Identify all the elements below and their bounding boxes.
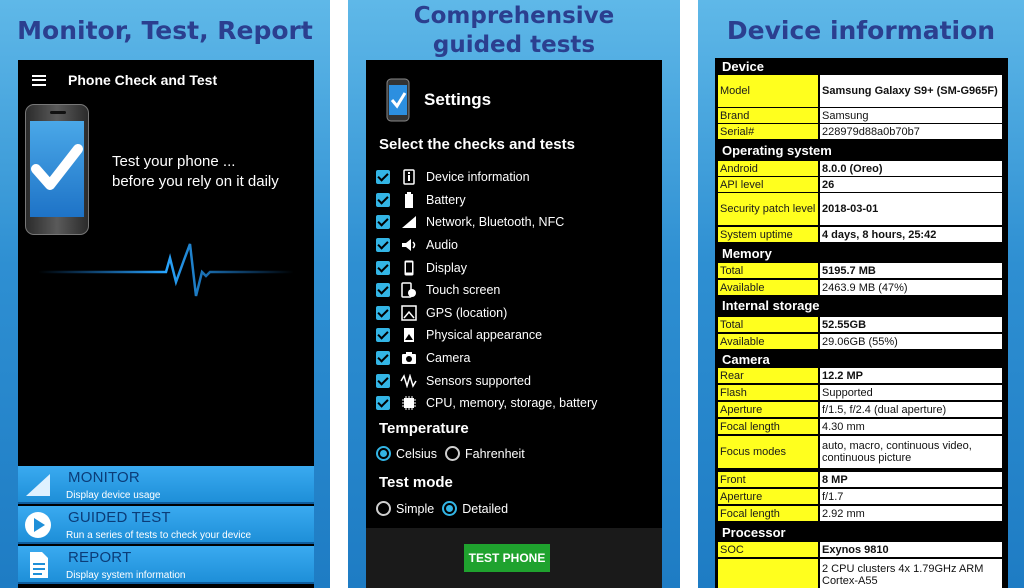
report-subtitle: Display system information [66,570,186,581]
info-row-flash [718,385,1002,400]
check-label: GPS (location) [426,305,508,320]
simple-radio[interactable] [376,501,391,516]
phone-check-icon [386,78,410,122]
panel-caption [348,2,680,60]
row-label: API level [718,177,818,192]
row-label: Front [718,472,818,487]
row-label: Android [718,161,818,176]
section-memory: Memory [722,246,772,261]
info-row-api [718,177,1002,192]
check-row-sensors[interactable] [376,369,597,392]
row-label: Aperture [718,489,818,504]
info-row-rear [718,368,1002,383]
row-value: auto, macro, continuous video, continuous picture [820,436,1002,468]
promo-panel-tests [348,0,680,588]
testmode-options [376,501,516,516]
check-row-battery[interactable] [376,189,597,212]
section-storage: Internal storage [722,298,820,313]
guided-test-subtitle: Run a series of tests to check your device [66,530,252,541]
row-label: Focus modes [718,436,818,468]
app-bar [18,60,314,100]
section-device: Device [722,59,764,74]
guided-test-title: GUIDED TEST [68,509,171,526]
row-value: 5195.7 MB [820,263,1002,278]
image-icon [400,327,418,343]
checkbox[interactable] [376,170,390,184]
settings-header [386,78,491,122]
promo-panel-device-info [698,0,1024,588]
checkbox[interactable] [376,193,390,207]
row-value: 8 MP [820,472,1002,487]
tagline [112,152,279,192]
promo-panel-monitor [0,0,330,588]
battery-icon [400,192,418,208]
checks-list [376,166,597,415]
tagline-line-2: before you rely on it daily [112,173,279,190]
section-processor: Processor [722,525,786,540]
check-label: Sensors supported [426,373,531,388]
row-value: Samsung [820,108,1002,123]
checkbox[interactable] [376,215,390,229]
row-label: Available [718,280,818,295]
row-label: Total [718,263,818,278]
checkbox[interactable] [376,238,390,252]
row-value: 4.30 mm [820,419,1002,434]
heartbeat-pulse-graphic [38,236,294,308]
guided-test-button[interactable] [18,506,314,544]
row-value: 2 CPU clusters 4x 1.79GHz ARM Cortex-A55 [820,559,1002,588]
info-row-uptime [718,227,1002,242]
row-label: Flash [718,385,818,400]
row-label [718,559,818,588]
row-label: Security patch level [718,193,818,225]
temperature-heading: Temperature [379,420,469,437]
check-row-gps[interactable] [376,302,597,325]
checkmark-icon [30,121,84,217]
checkbox[interactable] [376,261,390,275]
gps-icon [400,305,418,321]
phone-check-logo [25,104,89,235]
celsius-radio[interactable] [376,446,391,461]
info-row-clusters [718,559,1002,588]
check-row-display[interactable] [376,256,597,279]
sensor-icon [400,373,418,389]
monitor-subtitle: Display device usage [66,490,161,501]
row-value: 52.55GB [820,317,1002,332]
row-value: 29.06GB (55%) [820,334,1002,349]
row-label: Focal length [718,506,818,521]
report-title: REPORT [68,549,132,566]
info-row-android [718,161,1002,176]
app-title: Phone Check and Test [68,72,218,88]
row-value: 12.2 MP [820,368,1002,383]
celsius-label: Celsius [396,446,437,461]
camera-icon [400,350,418,366]
row-label: Aperture [718,402,818,417]
device-info-table [715,58,1008,588]
simple-label: Simple [396,501,435,516]
panel-caption: Device information [726,16,996,45]
settings-footer [366,528,662,588]
caption-line-2: guided tests [432,32,596,58]
temperature-options [376,446,533,461]
panel-caption: Monitor, Test, Report [17,16,313,45]
monitor-title: MONITOR [68,469,140,486]
info-row-patch [718,193,1002,225]
check-label: Camera [426,351,471,366]
signal-icon [22,470,54,500]
row-value: 2.92 mm [820,506,1002,521]
row-value: Samsung Galaxy S9+ (SM-G965F) [820,75,1002,107]
row-value: 2018-03-01 [820,193,1002,225]
info-row-storage-available [718,334,1002,349]
document-icon [22,550,54,580]
chip-icon [400,395,418,411]
monitor-button[interactable] [18,466,314,504]
info-row-focus [718,436,1002,468]
row-value: f/1.5, f/2.4 (dual aperture) [820,402,1002,417]
row-value: Exynos 9810 [820,542,1002,557]
touch-icon [400,282,418,298]
tagline-line-1: Test your phone ... [112,153,236,170]
report-button[interactable] [18,546,314,584]
check-row-physical[interactable] [376,324,597,347]
row-value: Supported [820,385,1002,400]
check-label: Audio [426,238,458,253]
row-label: Focal length [718,419,818,434]
info-row-model [718,75,1002,107]
row-label: System uptime [718,227,818,242]
check-row-touch[interactable] [376,279,597,302]
row-value: 228979d88a0b70b7 [820,124,1002,139]
checkbox[interactable] [376,306,390,320]
row-label: SOC [718,542,818,557]
info-row-brand [718,108,1002,123]
row-label: Serial# [718,124,818,139]
info-row-aperture-front [718,489,1002,504]
row-value: 4 days, 8 hours, 25:42 [820,227,1002,242]
checkbox[interactable] [376,374,390,388]
detailed-label: Detailed [462,501,509,516]
checks-heading: Select the checks and tests [379,136,575,153]
info-row-focal-rear [718,419,1002,434]
row-value: 26 [820,177,1002,192]
check-label: CPU, memory, storage, battery [426,396,598,411]
check-label: Battery [426,192,466,207]
section-camera: Camera [722,352,770,367]
info-row-aperture-rear [718,402,1002,417]
check-row-cpu[interactable] [376,392,597,415]
checkbox[interactable] [376,396,390,410]
checkbox[interactable] [376,328,390,342]
info-icon [400,169,418,185]
signal-icon [400,214,418,230]
section-os: Operating system [722,143,832,158]
phone-screen-settings [366,60,662,588]
fahrenheit-radio[interactable] [445,446,460,461]
check-row-network[interactable] [376,211,597,234]
check-label: Network, Bluetooth, NFC [426,215,565,230]
info-row-mem-available [718,280,1002,295]
row-label: Brand [718,108,818,123]
checkbox[interactable] [376,351,390,365]
info-row-storage-total [718,317,1002,332]
info-row-focal-front [718,506,1002,521]
check-label: Touch screen [426,283,501,298]
check-row-camera[interactable] [376,347,597,370]
info-row-mem-total [718,263,1002,278]
row-label: Total [718,317,818,332]
checkbox[interactable] [376,283,390,297]
phone-icon [400,260,418,276]
caption-line-1: Comprehensive [413,3,615,29]
info-row-front [718,472,1002,487]
row-value: f/1.7 [820,489,1002,504]
play-icon [22,510,54,540]
check-label: Display [426,260,467,275]
info-row-soc [718,542,1002,557]
row-value: 8.0.0 (Oreo) [820,161,1002,176]
hamburger-menu-icon[interactable] [32,75,46,86]
speaker-icon [400,237,418,253]
settings-title: Settings [424,90,492,109]
detailed-radio[interactable] [442,501,457,516]
phone-screen-home [18,60,314,588]
row-label: Rear [718,368,818,383]
check-label: Device information [426,170,530,185]
row-label: Model [718,75,818,107]
row-label: Available [718,334,818,349]
test-phone-button[interactable]: TEST PHONE [464,544,550,572]
check-row-device-info[interactable] [376,166,597,189]
testmode-heading: Test mode [379,474,453,491]
check-row-audio[interactable] [376,234,597,257]
info-row-serial [718,124,1002,139]
row-value: 2463.9 MB (47%) [820,280,1002,295]
fahrenheit-label: Fahrenheit [465,446,525,461]
check-label: Physical appearance [426,328,543,343]
